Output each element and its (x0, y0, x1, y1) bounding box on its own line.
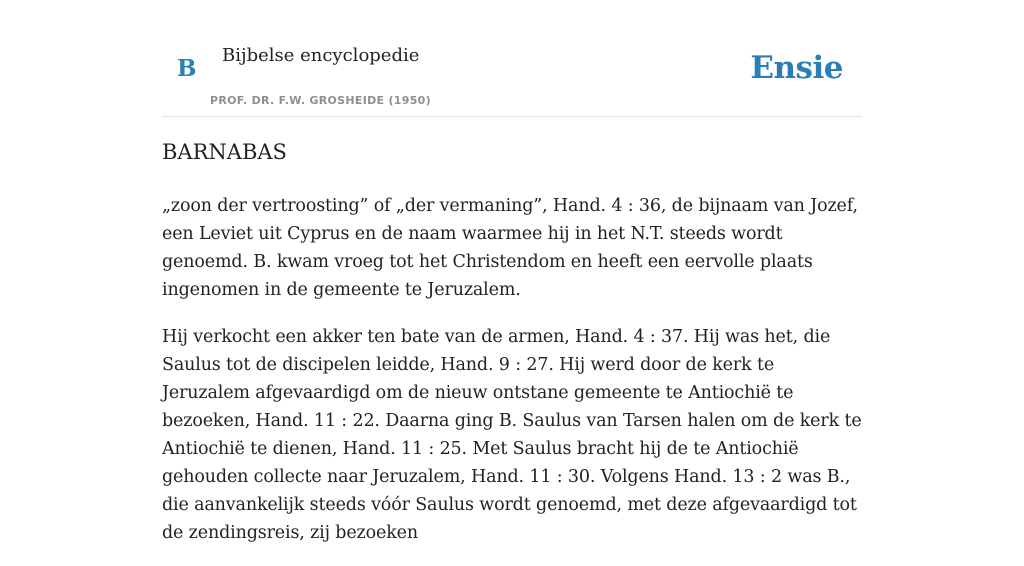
article-paragraph: „zoon der vertroosting” of „der vermaning”, Hand. 4 : 36, de bijnaam van Jozef, een Leviet uit Cyprus en de naam waarmee hij in het N.T. steeds wordt genoemd. B. kwam vroeg tot het Christendom en heeft een eervolle plaats ingenomen in de gemeente te Jeruzalem. (162, 196, 858, 300)
header (162, 0, 862, 117)
ensie-logo-link[interactable]: Ensie (750, 50, 843, 86)
letter-index-link[interactable]: B (177, 55, 197, 82)
entry-article (162, 192, 864, 566)
book-title-link[interactable]: Bijbelse encyclopedie (222, 45, 420, 66)
article-paragraph: Hij verkocht een akker ten bate van de armen, Hand. 4 : 37. Hij was het, die Saulus tot de discipelen leidde, Hand. 9 : 27. Hij werd door de kerk te Jeruzalem afgevaardigd om de nieuw ontstane gemeente te Antiochië te bezoeken, Hand. 11 : 22. Daarna ging B. Saulus van Tarsen halen om de kerk te Antiochië te dienen, Hand. 11 : 25. Met Saulus bracht hij de te Antiochië gehouden collecte naar Jeruzalem, Hand. 11 : 30. Volgens Hand. 13 : 2 was B., die aanvankelijk steeds vóór Saulus wordt genoemd, met deze afgevaardigd tot de zendingsreis, zij bezoeken (162, 327, 862, 543)
author-label: PROF. DR. F.W. GROSHEIDE (1950) (210, 94, 431, 107)
entry-headword: BARNABAS (162, 140, 287, 164)
